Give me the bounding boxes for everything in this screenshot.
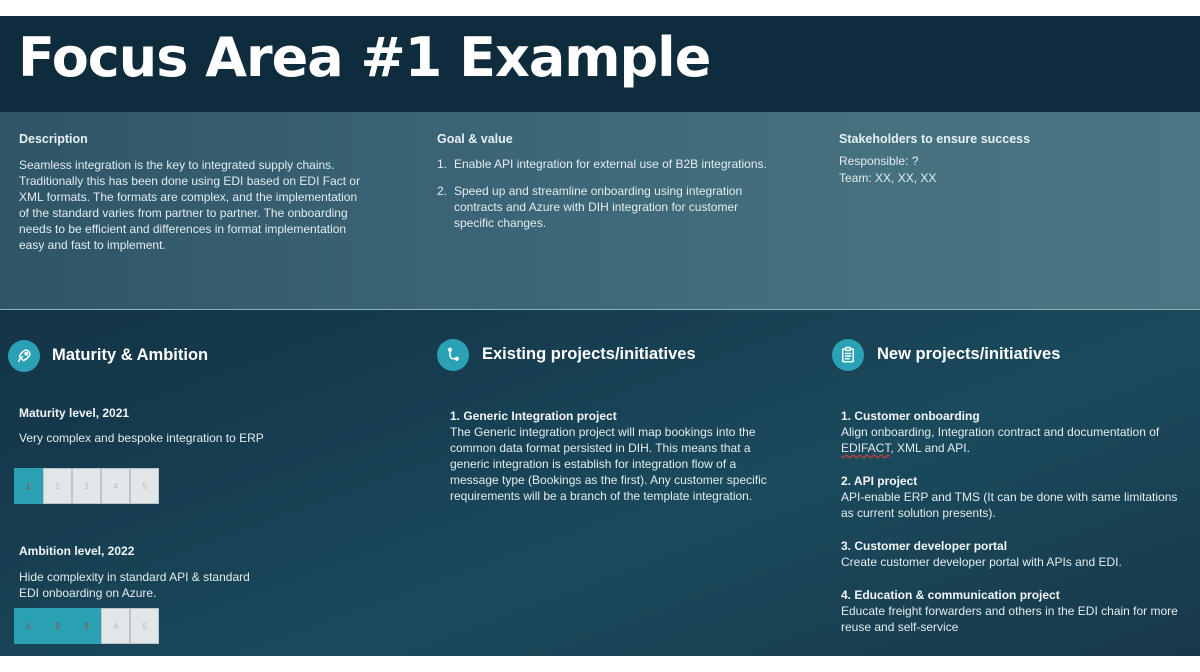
new-project-title: 1. Customer onboarding (841, 409, 980, 423)
scale-box: 1 (14, 468, 43, 504)
goal-item-number: 2. (437, 184, 448, 198)
goal-list (437, 156, 777, 242)
ambition-scale (14, 608, 159, 644)
existing-project (450, 408, 785, 504)
scale-box: 2 (43, 608, 72, 644)
info-band (0, 112, 1200, 310)
ambition-level-text: Hide complexity in standard API & standard EDI onboarding on Azure. (19, 570, 250, 600)
new-project (841, 587, 1181, 635)
goal-heading: Goal & value (437, 132, 513, 146)
new-project-text-part: , XML and API. (890, 441, 970, 455)
scale-box: 3 (72, 608, 101, 644)
title-band (0, 16, 1200, 112)
new-project (841, 408, 1181, 456)
new-project-text: API-enable ERP and TMS (It can be done with same limitations as current solution presents). (841, 490, 1178, 520)
goal-item-text: Speed up and streamline onboarding using integration contracts and Azure with DIH integration for customer specific changes. (454, 184, 743, 230)
description-heading: Description (19, 132, 88, 146)
maturity-heading: Maturity & Ambition (52, 346, 209, 364)
scale-box: 2 (43, 468, 72, 504)
clipboard-icon (832, 339, 864, 371)
new-project-text-part: Align onboarding, Integration contract and documentation of (841, 425, 1160, 439)
new-project-title: 4. Education & communication project (841, 588, 1060, 602)
slide (0, 16, 1200, 656)
description-text: Seamless integration is the key to integrated supply chains. Traditionally this has been done using EDI based on EDI Fact or XML formats. The formats are complex, and the implementation of the standard varies from partner to partner. The onboarding needs to be efficient and differences in format implementation easy and fast to implement. (19, 158, 361, 252)
maturity-level-label: Maturity level, 2021 (19, 406, 130, 420)
stakeholders-responsible: Responsible: ? (839, 154, 919, 168)
scale-box: 3 (72, 468, 101, 504)
flow-icon (437, 339, 469, 371)
existing-project-title: 1. Generic Integration project (450, 409, 617, 423)
maturity-level-text: Very complex and bespoke integration to ERP (19, 431, 264, 445)
spellcheck-flagged-word: EDIFACT (841, 441, 891, 455)
scale-box: 1 (14, 608, 43, 644)
existing-heading: Existing projects/initiatives (482, 345, 696, 363)
ambition-level-label: Ambition level, 2022 (19, 544, 135, 558)
new-project-text: Educate freight forwarders and others in the EDI chain for more reuse and self-service (841, 604, 1178, 634)
stakeholders-team: Team: XX, XX, XX (839, 171, 937, 185)
new-project-text (841, 424, 1181, 456)
new-heading: New projects/initiatives (877, 345, 1061, 363)
scale-box: 5 (130, 468, 159, 504)
goal-item-number: 1. (437, 157, 448, 171)
page-title: Focus Area #1 Example (18, 26, 711, 89)
maturity-scale (14, 468, 159, 504)
new-project-title: 3. Customer developer portal (841, 539, 1008, 553)
new-project (841, 473, 1181, 521)
stakeholders-heading: Stakeholders to ensure success (839, 132, 1031, 146)
new-project (841, 538, 1181, 570)
goal-item (437, 183, 777, 231)
scale-box: 4 (101, 608, 130, 644)
rocket-icon (8, 340, 40, 372)
new-project-text: Create customer developer portal with APIs and EDI. (841, 555, 1122, 569)
scale-box: 5 (130, 608, 159, 644)
existing-project-text: The Generic integration project will map bookings into the common data format persisted in DIH. This means that a generic integration is establish for integration flow of a message type (Bookings as the first). Any customer specific requirements will be a branch of the template integration. (450, 425, 767, 503)
goal-item-text: Enable API integration for external use of B2B integrations. (454, 157, 767, 171)
goal-item (437, 156, 777, 172)
new-project-title: 2. API project (841, 474, 918, 488)
scale-box: 4 (101, 468, 130, 504)
